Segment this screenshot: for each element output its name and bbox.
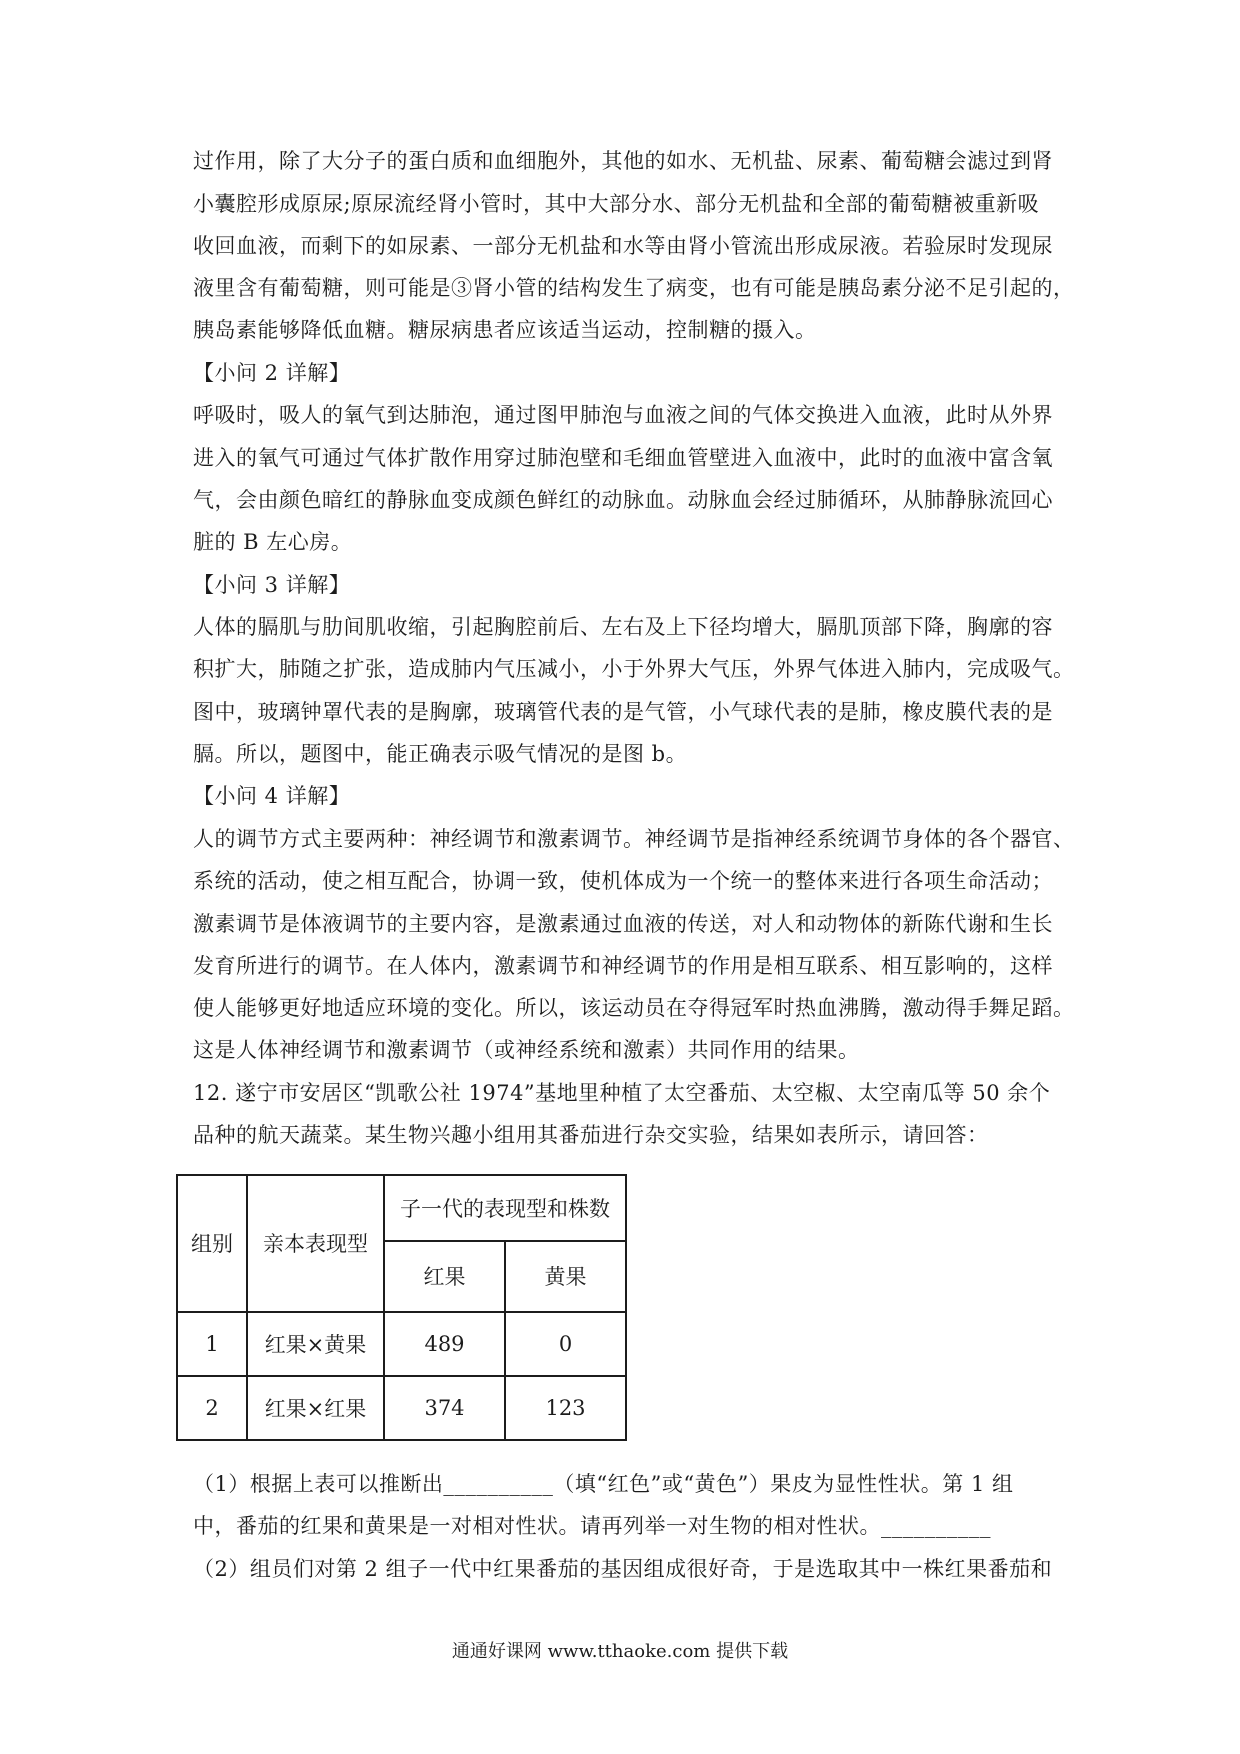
cell-parent: 红果×红果 [247,1376,384,1440]
text-line: 脏的 B 左心房。 [193,530,353,554]
text-line: 积扩大，肺随之扩张，造成肺内气压减小，小于外界大气压，外界气体进入肺内，完成吸气。 [193,657,1075,681]
text-line: 收回血液，而剩下的如尿素、一部分无机盐和水等由肾小管流出形成尿液。若验尿时发现尿 [193,234,1053,258]
text-line: 人的调节方式主要两种：神经调节和激素调节。神经调节是指神经系统调节身体的各个器官、 [193,827,1075,851]
header-parent-phenotype: 亲本表现型 [247,1175,384,1312]
page-footer: 通通好课网 www.tthaoke.com 提供下载 [451,1641,789,1662]
text-line: 液里含有葡萄糖，则可能是③肾小管的结构发生了病变，也有可能是胰岛素分泌不足引起的， [193,276,1075,300]
cell-yellow: 0 [505,1312,626,1376]
text-line: 发育所进行的调节。在人体内，激素调节和神经调节的作用是相互联系、相互影响的，这样 [193,954,1053,978]
header-yellow: 黄果 [505,1241,626,1311]
question-line: （2）组员们对第 2 组子一代中红果番茄的基因组成很好奇，于是选取其中一株红果番茄和 [193,1557,1053,1581]
cell-parent: 红果×黄果 [247,1312,384,1376]
question-line: 中，番茄的红果和黄果是一对相对性状。请再列举一对生物的相对性状。__________ [193,1514,991,1538]
text-line: 使人能够更好地适应环境的变化。所以，该运动员在夺得冠军时热血沸腾，激动得手舞足蹈。 [193,996,1075,1020]
cell-red: 489 [384,1312,505,1376]
text-line: 胰岛素能够降低血糖。糖尿病患者应该适当运动，控制糖的摄入。 [193,318,817,342]
section-heading: 【小问 2 详解】 [193,361,351,385]
cross-results-table [176,1174,627,1441]
question-line: （1）根据上表可以推断出__________（填“红色”或“黄色”）果皮为显性性状。第 1 组 [193,1472,1014,1496]
text-line: 系统的活动，使之相互配合，协调一致，使机体成为一个统一的整体来进行各项生命活动； [193,869,1053,893]
text-line: 过作用，除了大分子的蛋白质和血细胞外，其他的如水、无机盐、尿素、葡萄糖会滤过到肾 [193,149,1053,173]
text-line: 人体的膈肌与肋间肌收缩，引起胸腔前后、左右及上下径均增大，膈肌顶部下降，胸廓的容 [193,615,1053,639]
header-group: 组别 [177,1175,247,1312]
table-row [177,1376,626,1440]
text-line: 小囊腔形成原尿;原尿流经肾小管时，其中大部分水、部分无机盐和全部的葡萄糖被重新吸 [193,192,1040,216]
text-line: 这是人体神经调节和激素调节（或神经系统和激素）共同作用的结果。 [193,1038,860,1062]
text-line: 进入的氧气可通过气体扩散作用穿过肺泡壁和毛细血管壁进入血液中，此时的血液中富含氧 [193,446,1053,470]
header-offspring: 子一代的表现型和株数 [384,1175,626,1241]
cell-red: 374 [384,1376,505,1440]
text-line: 呼吸时，吸人的氧气到达肺泡，通过图甲肺泡与血液之间的气体交换进入血液，此时从外界 [193,403,1053,427]
section-heading: 【小问 3 详解】 [193,573,351,597]
text-line: 激素调节是体液调节的主要内容，是激素通过血液的传送，对人和动物体的新陈代谢和生长 [193,912,1053,936]
table-row [177,1312,626,1376]
table-header-row [177,1175,626,1241]
question-stem: 品种的航天蔬菜。某生物兴趣小组用其番茄进行杂交实验，结果如表所示，请回答： [193,1123,989,1147]
question-stem: 12. 遂宁市安居区“凯歌公社 1974”基地里种植了太空番茄、太空椒、太空南瓜等 50 余个 [193,1081,1051,1105]
section-heading: 【小问 4 详解】 [193,784,351,808]
header-red: 红果 [384,1241,505,1311]
text-line: 膈。所以，题图中，能正确表示吸气情况的是图 b。 [193,742,688,766]
text-line: 气，会由颜色暗红的静脉血变成颜色鲜红的动脉血。动脉血会经过肺循环，从肺静脉流回心 [193,488,1053,512]
text-line: 图中，玻璃钟罩代表的是胸廓，玻璃管代表的是气管，小气球代表的是肺，橡皮膜代表的是 [193,700,1053,724]
cell-group: 2 [177,1376,247,1440]
cell-yellow: 123 [505,1376,626,1440]
cell-group: 1 [177,1312,247,1376]
